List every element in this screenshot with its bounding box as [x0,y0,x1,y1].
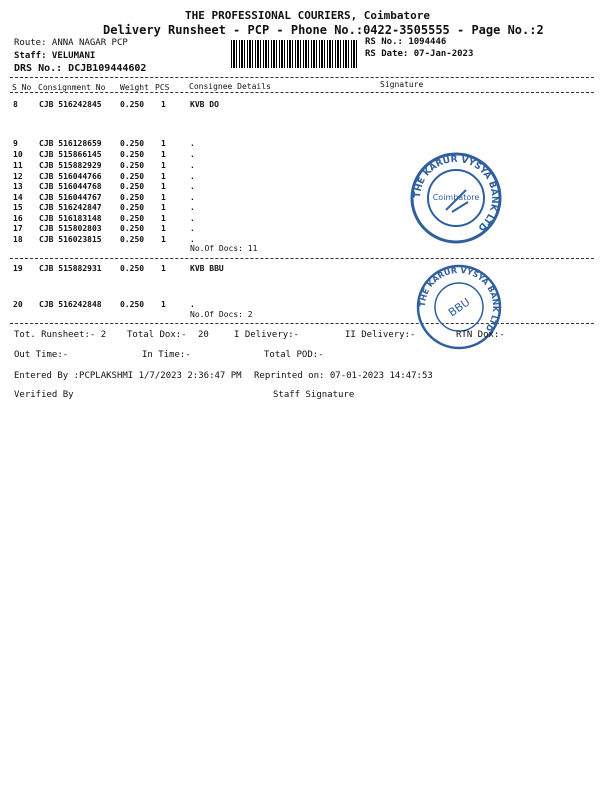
cell-pcs: 1 [161,139,166,148]
cell-pcs: 1 [161,100,166,109]
divider [10,92,594,93]
cell-sno: 11 [13,161,23,170]
drs-number: DRS No.: DCJB109444602 [14,63,147,74]
col-header-sno: S No [12,83,32,92]
cell-weight: 0.250 [120,264,145,273]
route-label: Route: ANNA NAGAR PCP [14,38,128,48]
cell-details: . [190,150,195,159]
table-row [0,100,600,111]
cell-weight: 0.250 [120,150,145,159]
cell-consignment: CJB 516044767 [39,193,102,202]
cell-details: . [190,300,195,309]
tot-runsheet: Tot. Runsheet:- 2 [14,330,107,340]
cell-pcs: 1 [161,172,166,181]
cell-sno: 9 [13,139,18,148]
cell-weight: 0.250 [120,139,145,148]
cell-consignment: CJB 515882931 [39,264,102,273]
reprinted-on: Reprinted on: 07-01-2023 14:47:53 [254,371,433,381]
stamp-ring-text: THE KARUR VYSYA BANK LTD [417,265,501,333]
divider [10,77,594,78]
table-row [0,224,600,235]
divider [10,323,594,324]
total-dox-value: 20 [198,330,209,340]
col-header-consignee: Consignee Details [189,82,271,91]
cell-sno: 18 [13,235,23,244]
out-time: Out Time:- [14,350,69,360]
cell-consignment: CJB 515802803 [39,224,102,233]
table-row [0,161,600,172]
docs-count: No.Of Docs: 2 [190,310,253,319]
table-row [0,182,600,193]
verified-by: Verified By [14,390,74,400]
cell-details: . [190,172,195,181]
cell-sno: 13 [13,182,23,191]
cell-details: KVB DO [190,100,219,109]
cell-sno: 8 [13,100,18,109]
cell-consignment: CJB 516044768 [39,182,102,191]
cell-consignment: CJB 516183148 [39,214,102,223]
cell-weight: 0.250 [120,193,145,202]
table-row [0,139,600,150]
cell-sno: 19 [13,264,23,273]
cell-consignment: CJB 516128659 [39,139,102,148]
staff-label: Staff: VELUMANI [14,51,96,61]
cell-weight: 0.250 [120,182,145,191]
cell-sno: 15 [13,203,23,212]
cell-details: . [190,214,195,223]
cell-sno: 10 [13,150,23,159]
cell-consignment: CJB 516242845 [39,100,102,109]
rs-number: RS No.: 1094446 [365,37,447,47]
divider [10,258,594,259]
cell-weight: 0.250 [120,214,145,223]
cell-consignment: CJB 516044766 [39,172,102,181]
barcode [231,40,357,68]
cell-pcs: 1 [161,264,166,273]
cell-consignment: CJB 516242847 [39,203,102,212]
stamp-inner-text: BBU [446,295,473,320]
docs-count: No.Of Docs: 11 [190,244,258,253]
cell-weight: 0.250 [120,172,145,181]
table-row [0,300,600,311]
cell-details: . [190,161,195,170]
stamp-inner-text: Coimbatore [432,193,480,202]
cell-details: . [190,193,195,202]
cell-pcs: 1 [161,203,166,212]
total-dox-label: Total Dox:- [127,330,187,340]
cell-pcs: 1 [161,161,166,170]
cell-details: . [190,224,195,233]
staff-signature: Staff Signature [273,390,355,400]
cell-details: KVB BBU [190,264,224,273]
cell-sno: 17 [13,224,23,233]
col-header-weight: Weight [120,83,149,92]
table-row [0,235,600,246]
in-time: In Time:- [142,350,191,360]
cell-consignment: CJB 515866145 [39,150,102,159]
cell-pcs: 1 [161,150,166,159]
entered-by: Entered By :PCPLAKSHMI 1/7/2023 2:36:47 PM [14,371,242,381]
cell-pcs: 1 [161,214,166,223]
cell-details: . [190,203,195,212]
bank-stamp [408,150,504,246]
runsheet-subtitle: Delivery Runsheet - PCP - Phone No.:0422-3505555 - Page No.:2 [103,23,544,37]
col-header-signature: Signature [380,80,424,89]
table-row [0,264,600,275]
cell-details: . [190,182,195,191]
cell-consignment: CJB 516242848 [39,300,102,309]
cell-sno: 12 [13,172,23,181]
cell-consignment: CJB 515882929 [39,161,102,170]
cell-details: . [190,235,195,244]
cell-sno: 20 [13,300,23,309]
col-header-pcs: PCS [155,83,170,92]
i-delivery: I Delivery:- [234,330,300,340]
cell-sno: 16 [13,214,23,223]
stamp-ring-text: THE KARUR VYSYA BANK LTD [412,154,500,233]
cell-pcs: 1 [161,182,166,191]
rtn-dox: RTN Dox:- [456,330,505,340]
table-row [0,150,600,161]
cell-pcs: 1 [161,235,166,244]
cell-weight: 0.250 [120,203,145,212]
col-header-consignment: Consignment No [38,83,106,92]
cell-consignment: CJB 516023815 [39,235,102,244]
rs-date: RS Date: 07-Jan-2023 [365,49,474,59]
cell-weight: 0.250 [120,161,145,170]
cell-weight: 0.250 [120,300,145,309]
total-pod: Total POD:- [264,350,324,360]
cell-pcs: 1 [161,224,166,233]
table-row [0,203,600,214]
cell-weight: 0.250 [120,224,145,233]
cell-pcs: 1 [161,193,166,202]
cell-weight: 0.250 [120,235,145,244]
cell-pcs: 1 [161,300,166,309]
cell-sno: 14 [13,193,23,202]
ii-delivery: II Delivery:- [345,330,416,340]
cell-details: . [190,139,195,148]
cell-weight: 0.250 [120,100,145,109]
company-title: THE PROFESSIONAL COURIERS, Coimbatore [185,9,431,22]
